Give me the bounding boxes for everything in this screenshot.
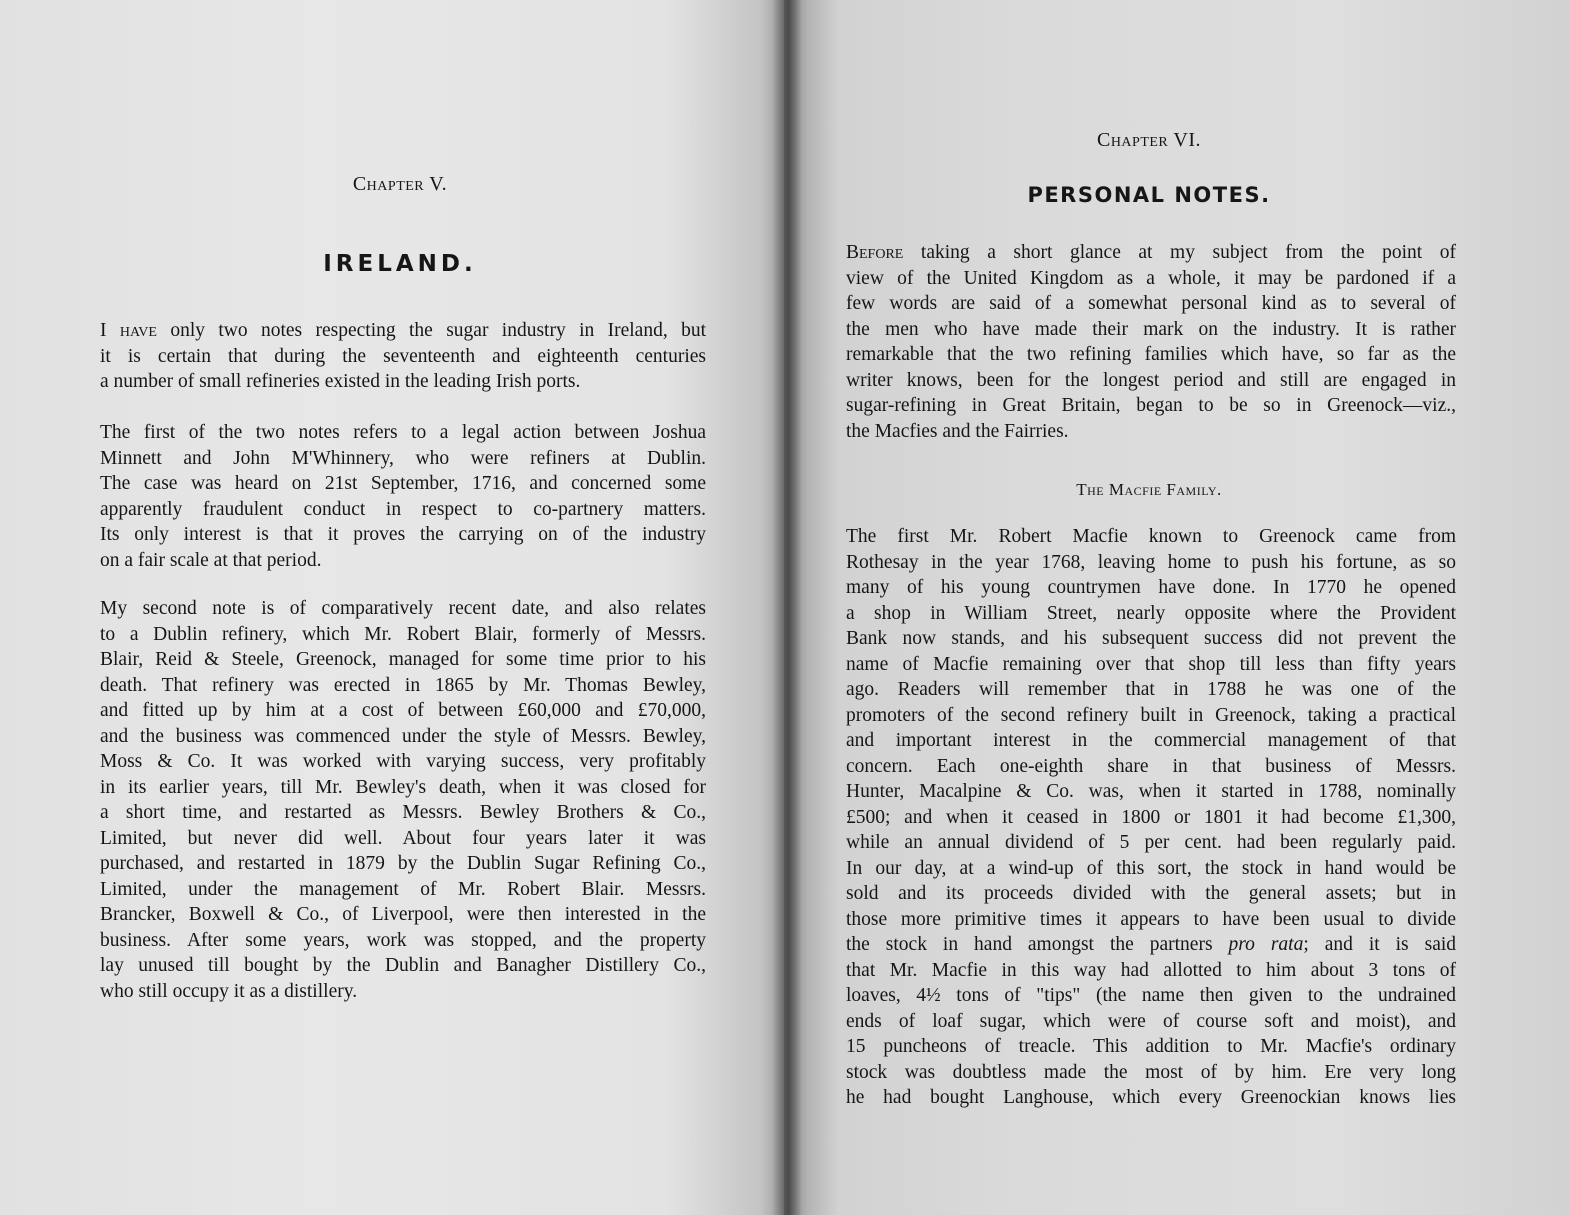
text-line: ends of loaf sugar, which were of course soft and moist), and xyxy=(846,1010,1456,1032)
book-gutter-shadow xyxy=(772,0,802,1215)
text-line: while an annual dividend of 5 per cent. had been regularly paid. xyxy=(846,832,1456,853)
text-line: purchased, and restarted in 1879 by the Dublin Sugar Refining Co., xyxy=(100,853,706,874)
paragraph xyxy=(100,318,706,395)
text-line: 15 puncheons of treacle. This addition to Mr. Macfie's ordinary xyxy=(846,1036,1456,1057)
text-line: many of his young countrymen have done. In 1770 he opened xyxy=(846,577,1456,598)
text-line: in its earlier years, till Mr. Bewley's death, when it was closed for xyxy=(100,776,706,798)
paragraph xyxy=(100,420,706,573)
text-line: that Mr. Macfie in this way had allotted to him about 3 tons of xyxy=(846,959,1456,981)
text-line: Its only interest is that it proves the carrying on of the industry xyxy=(100,524,706,545)
text-line: loaves, 4½ tons of "tips" (the name then given to the undrained xyxy=(846,985,1456,1006)
text-line: it is certain that during the seventeenth and eighteenth centuries xyxy=(100,345,706,367)
text-line: Limited, under the management of Mr. Robert Blair. Messrs. xyxy=(100,878,706,900)
text-line: £500; and when it ceased in 1800 or 1801 it had become £1,300, xyxy=(846,806,1456,828)
text-line: he had bought Langhouse, which every Greenockian knows lies xyxy=(846,1087,1456,1108)
text-line: stock was doubtless made the most of by him. Ere very long xyxy=(846,1061,1456,1083)
text-line: view of the United Kingdom as a whole, it may be pardoned if a xyxy=(846,267,1456,289)
text-line: Minnett and John M'Whinnery, who were refiners at Dublin. xyxy=(100,447,706,469)
text-line: Moss & Co. It was worked with varying success, very profitably xyxy=(100,751,706,772)
paragraph xyxy=(846,240,1456,444)
text-line: those more primitive times it appears to have been usual to divide xyxy=(846,908,1456,930)
chapter-label: Chapter V. xyxy=(352,173,448,195)
text-line: lay unused till bought by the Dublin and Banagher Distillery Co., xyxy=(100,955,706,976)
text-line: My second note is of comparatively recent date, and also relates xyxy=(100,598,706,619)
chapter-label: Chapter VI. xyxy=(1096,129,1202,151)
text-line: and fitted up by him at a cost of between £60,000 and £70,000, xyxy=(100,700,706,721)
text-line: name of Macfie remaining over that shop till less than fifty years xyxy=(846,653,1456,675)
text-line: writer knows, been for the longest period and still are engaged in xyxy=(846,369,1456,391)
text-line: Before taking a short glance at my subject from the point of xyxy=(846,242,1456,263)
text-line: a number of small refineries existed in the leading Irish ports. xyxy=(100,371,581,392)
paragraph xyxy=(100,596,706,1004)
text-line: a shop in William Street, nearly opposite where the Provident xyxy=(846,602,1456,624)
text-line: promoters of the second refinery built in Greenock, taking a practical xyxy=(846,704,1456,726)
paragraph xyxy=(846,524,1456,1111)
text-line: concern. Each one-eighth share in that business of Messrs. xyxy=(846,755,1456,777)
text-line: Brancker, Boxwell & Co., of Liverpool, were then interested in the xyxy=(100,904,706,925)
text-line: Rothesay in the year 1768, leaving home to push his fortune, as so xyxy=(846,551,1456,573)
text-line: sugar-refining in Great Britain, began to be so in Greenock—viz., xyxy=(846,395,1456,416)
text-line: the Macfies and the Fairries. xyxy=(846,420,1069,442)
text-line: Limited, but never did well. About four years later it was xyxy=(100,827,706,849)
text-line: remarkable that the two refining families which have, so far as the xyxy=(846,344,1456,365)
section-heading: The Macfie Family. xyxy=(1076,480,1222,499)
text-line: sold and its proceeds divided with the general assets; but in xyxy=(846,883,1456,904)
text-line: Blair, Reid & Steele, Greenock, managed for some time prior to his xyxy=(100,649,706,670)
text-line: In our day, at a wind-up of this sort, the stock in hand would be xyxy=(846,857,1456,879)
text-line: I have only two notes respecting the sugar industry in Ireland, but xyxy=(100,320,706,341)
text-line: few words are said of a somewhat personal kind as to several of xyxy=(846,293,1456,314)
text-line: a short time, and restarted as Messrs. Bewley Brothers & Co., xyxy=(100,802,706,823)
text-line: The first Mr. Robert Macfie known to Greenock came from xyxy=(846,526,1456,547)
text-line: who still occupy it as a distillery. xyxy=(100,980,358,1002)
text-line: on a fair scale at that period. xyxy=(100,549,322,571)
text-line: The first of the two notes refers to a legal action between Joshua xyxy=(100,422,706,443)
chapter-title: IRELAND. xyxy=(323,251,477,277)
right-page xyxy=(784,0,1569,1215)
text-line: death. That refinery was erected in 1865 by Mr. Thomas Bewley, xyxy=(100,674,706,696)
text-line: ago. Readers will remember that in 1788 he was one of the xyxy=(846,679,1456,700)
text-line: apparently fraudulent conduct in respect to co-partnery matters. xyxy=(100,498,706,520)
text-line: Bank now stands, and his subsequent success did not prevent the xyxy=(846,628,1456,649)
text-line: and important interest in the commercial management of that xyxy=(846,730,1456,751)
text-line: and the business was commenced under the style of Messrs. Bewley, xyxy=(100,725,706,747)
text-line: the men who have made their mark on the industry. It is rather xyxy=(846,318,1456,340)
text-line: the stock in hand amongst the partners pro rata; and it is said xyxy=(846,934,1457,955)
text-line: business. After some years, work was stopped, and the property xyxy=(100,929,706,951)
left-page xyxy=(0,0,784,1215)
text-line: Hunter, Macalpine & Co. was, when it started in 1788, nominally xyxy=(846,781,1456,802)
text-line: to a Dublin refinery, which Mr. Robert Blair, formerly of Messrs. xyxy=(100,623,706,645)
text-line: The case was heard on 21st September, 1716, and concerned some xyxy=(100,473,706,494)
chapter-title: PERSONAL NOTES. xyxy=(1027,183,1271,207)
